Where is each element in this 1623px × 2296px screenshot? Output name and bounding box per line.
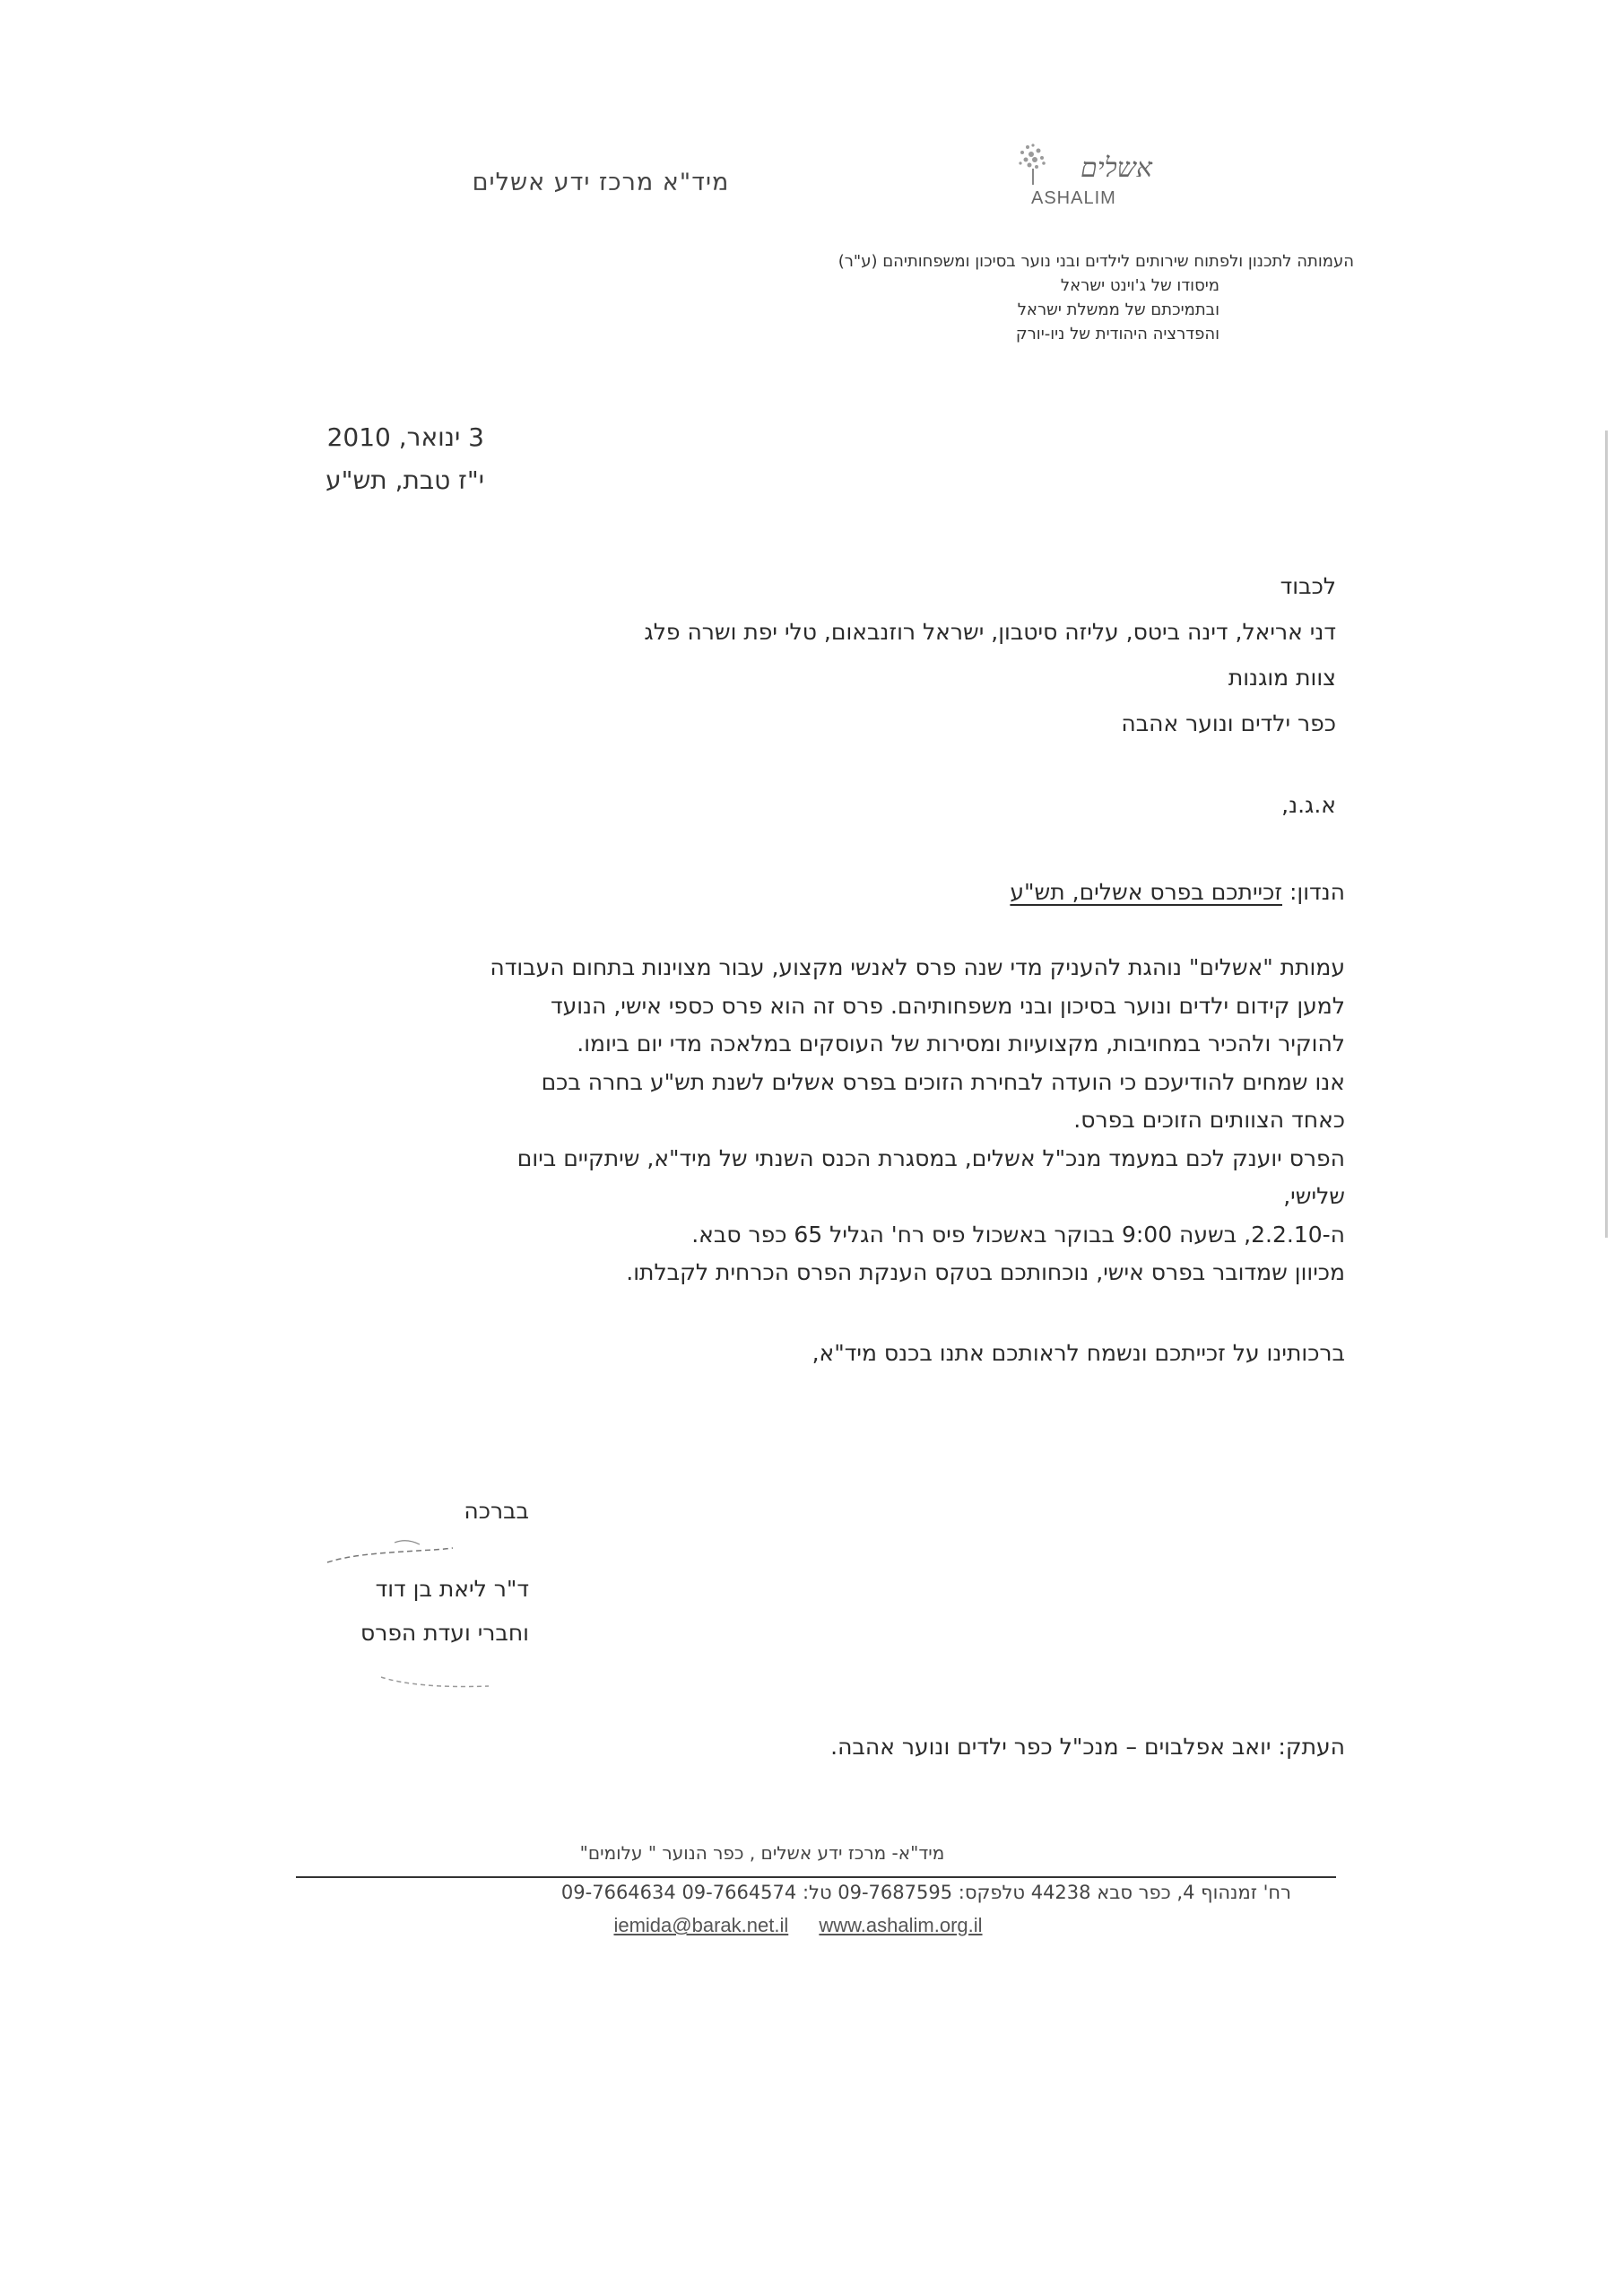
- body-line: מכיוון שמדובר בפרס אישי, נוכחותכם בטקס הענקת הפרס הכרחית לקבלתו.: [626, 1259, 1345, 1285]
- scan-edge-mark: [1605, 430, 1608, 1238]
- letter-date: [287, 416, 484, 502]
- recipient-line: לכבוד: [1280, 573, 1336, 599]
- subject-line: [448, 879, 1345, 905]
- body-line: למען קידום ילדים ונוער בסיכון ובני משפחותיהם. פרס זה הוא פרס כספי אישי, הנועד: [550, 992, 1345, 1019]
- gregorian-date: 3 ינואר, 2010: [326, 422, 484, 452]
- org-line: והפדרציה היהודית של ניו-יורק: [1015, 325, 1219, 344]
- greeting: א.ג.נ,: [1281, 792, 1336, 818]
- organization-description: [807, 249, 1354, 346]
- body-line: שלישי,: [1283, 1183, 1345, 1209]
- recipient-line: כפר ילדים ונוער אהבה: [1121, 710, 1336, 736]
- recipient-line: צוות מוגנות: [1228, 665, 1336, 691]
- signer-role: וחברי ועדת הפרס: [360, 1620, 529, 1646]
- signer-name: ד"ר ליאת בן דוד: [375, 1576, 529, 1602]
- org-line: ובתמיכתם של ממשלת ישראל: [1017, 300, 1219, 319]
- center-name: מיד"א מרכז ידע אשלים: [472, 169, 730, 196]
- body-line: עמותת "אשלים" נוהגת להעניק מדי שנה פרס לאנשי מקצוע, עבור מצוינות בתחום העבודה: [490, 954, 1345, 980]
- subject-label: הנדון:: [1289, 879, 1345, 905]
- org-line: מיסודו של ג'וינט ישראל: [1060, 276, 1219, 295]
- letter-body: [305, 949, 1345, 1292]
- body-line: ה-2.2.10, בשעה 9:00 בבוקר באשכול פיס רח' הגליל 65 כפר סבא.: [691, 1221, 1345, 1248]
- recipient-block: [421, 563, 1336, 828]
- body-line: להוקיר ולהכיר במחויבות, מקצועיות ומסירות של העוסקים במלאכה מדי יום ביומו.: [577, 1031, 1345, 1057]
- footer-links: [538, 1914, 1058, 1937]
- logo-english-text: ASHALIM: [1031, 188, 1116, 208]
- body-line: הפרס יוענק לכם במעמד מנכ"ל אשלים, במסגרת הכנס השנתי של מיד"א, שיתקיים ביום: [516, 1144, 1345, 1171]
- cc-line: העתק: יואב אפלבוים – מנכ"ל כפר ילדים ונוער אהבה.: [830, 1734, 1345, 1760]
- body-line: אנו שמחים להודיעכם כי הועדה לבחירת הזוכים בפרס אשלים לשנת תש"ע בחרה בכם: [541, 1068, 1345, 1095]
- ashalim-logo: [995, 144, 1175, 215]
- logo-hebrew-text: אשלים: [1081, 152, 1152, 184]
- footer-divider: [296, 1876, 1336, 1878]
- body-line: כאחד הצוותים הזוכים בפרס.: [1073, 1107, 1345, 1133]
- signature-greeting: בברכה: [464, 1498, 529, 1524]
- footer-organization: מיד"א- מרכז ידע אשלים , כפר הנוער " עלומים": [579, 1842, 945, 1864]
- org-line: העמותה לתכנון ולפתוח שירותים לילדים ובני נוער בסיכון ומשפחותיהם (ע"ר): [838, 252, 1354, 271]
- subject-text: זכייתכם בפרס אשלים, תש"ע: [1010, 879, 1282, 905]
- hebrew-date: י"ז טבת, תש"ע: [325, 465, 484, 495]
- footer-email-link[interactable]: iemida@barak.net.il: [613, 1914, 789, 1936]
- footer-website-link[interactable]: www.ashalim.org.il: [819, 1914, 983, 1936]
- closing-line: ברכותינו על זכייתכם ונשמח לראותכם אתנו בכנס מיד"א,: [812, 1340, 1345, 1366]
- signature-tail-icon: [377, 1668, 493, 1699]
- footer-contact: רח' זמנהוף 4, כפר סבא 44238 טלפקס: 09-7687595 טל: 09-7664574 09-7664634: [560, 1882, 1291, 1903]
- recipient-line: דני אריאל, דינה ביטס, עליזה סיטבון, ישראל רוזנבאום, טלי יפת ושרה פלג: [644, 619, 1336, 645]
- signature-block: [296, 1489, 529, 1655]
